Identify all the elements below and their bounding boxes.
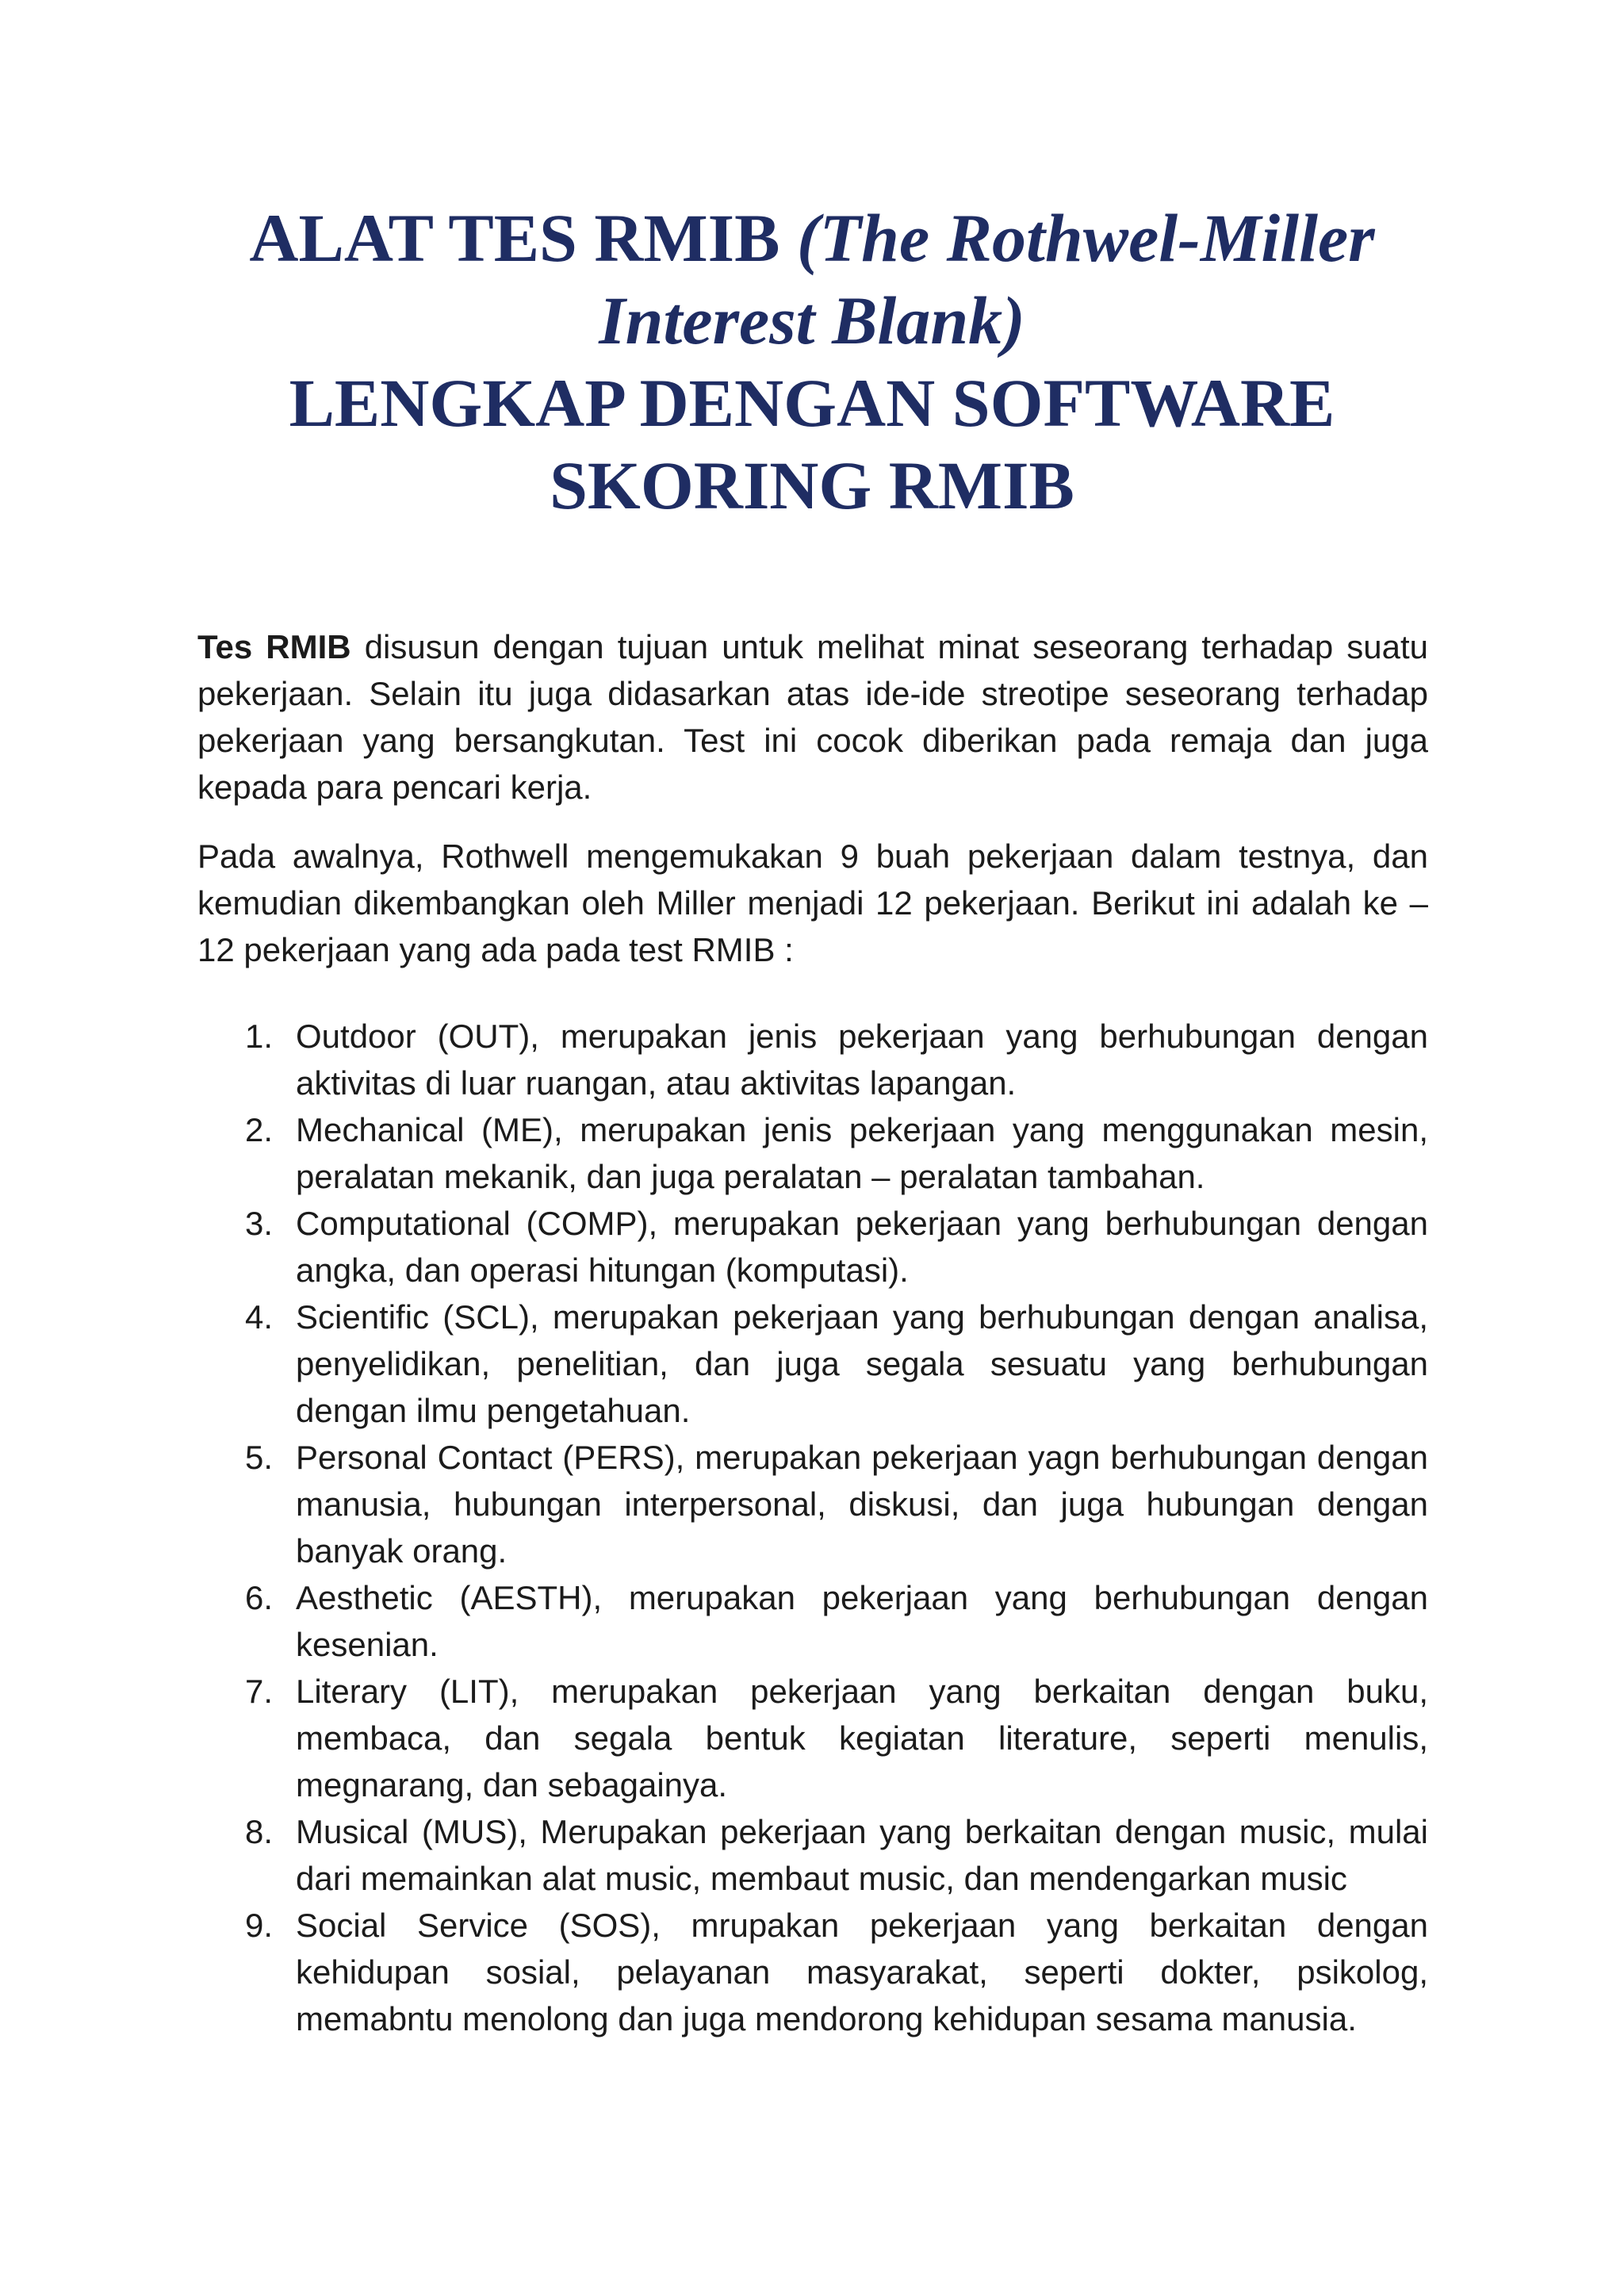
list-item-text: Musical (MUS), Merupakan pekerjaan yang berkaitan dengan music, mulai dari memainkan alat music, membaut music, dan mendengarkan music — [296, 1813, 1428, 1897]
list-item-text: Mechanical (ME), merupakan jenis pekerjaan yang menggunakan mesin, peralatan mekanik, dan juga peralatan – peralatan tambahan. — [296, 1111, 1428, 1195]
list-item — [197, 1106, 1428, 1200]
list-item-text: Outdoor (OUT), merupakan jenis pekerjaan yang berhubungan dengan aktivitas di luar ruangan, atau aktivitas lapangan. — [296, 1018, 1428, 1102]
second-paragraph: Pada awalnya, Rothwell mengemukakan 9 buah pekerjaan dalam testnya, dan kemudian dikembangkan oleh Miller menjadi 12 pekerjaan. Berikut ini adalah ke – 12 pekerjaan yang ada pada test RMIB : — [197, 838, 1428, 968]
title-line-2: Interest Blank) — [599, 282, 1025, 358]
list-item — [197, 1434, 1428, 1574]
list-item-text: Scientific (SCL), merupakan pekerjaan yang berhubungan dengan analisa, penyelidikan, penelitian, dan juga segala sesuatu yang berhubungan dengan ilmu pengetahuan. — [296, 1298, 1428, 1429]
title-plain: ALAT TES RMIB — [249, 200, 797, 276]
job-list — [197, 1013, 1428, 2042]
list-item-number: 4. — [245, 1298, 274, 1336]
list-item-number: 6. — [245, 1579, 274, 1616]
list-item-text: Computational (COMP), merupakan pekerjaan yang berhubungan dengan angka, dan operasi hitungan (komputasi). — [296, 1205, 1428, 1289]
list-item — [197, 1668, 1428, 1808]
list-item-number: 8. — [245, 1813, 274, 1850]
list-item — [197, 1808, 1428, 1902]
title-line-1 — [159, 197, 1465, 279]
list-item-text: Literary (LIT), merupakan pekerjaan yang berkaitan dengan buku, membaca, dan segala bentuk kegiatan literature, seperti menulis, megnarang, dan sebagainya. — [296, 1673, 1428, 1803]
list-item-text: Personal Contact (PERS), merupakan pekerjaan yagn berhubungan dengan manusia, hubungan interpersonal, diskusi, dan juga hubungan dengan banyak orang. — [296, 1439, 1428, 1570]
list-item-number: 9. — [245, 1907, 274, 1944]
list-item — [197, 1013, 1428, 1106]
list-item-text: Social Service (SOS), mrupakan pekerjaan yang berkaitan dengan kehidupan sosial, pelayanan masyarakat, seperti dokter, psikolog, memabntu menolong dan juga mendorong kehidupan sesama manusia. — [296, 1907, 1428, 2037]
title-line-3: LENGKAP DENGAN SOFTWARE — [289, 365, 1335, 441]
intro-text: disusun dengan tujuan untuk melihat minat seseorang terhadap suatu pekerjaan. Selain itu juga didasarkan atas ide-ide streotipe seseorang terhadap pekerjaan yang bersangkutan. Test ini cocok diberikan pada remaja dan juga kepada para pencari kerja. — [197, 628, 1428, 806]
document-body — [197, 623, 1428, 2042]
list-item — [197, 1294, 1428, 1434]
list-item-number: 2. — [245, 1111, 274, 1148]
list-item — [197, 1574, 1428, 1668]
document-title — [159, 197, 1465, 527]
list-item-number: 5. — [245, 1439, 274, 1476]
list-item — [197, 1902, 1428, 2042]
title-line-4: SKORING RMIB — [550, 447, 1074, 523]
list-item-number: 7. — [245, 1673, 274, 1710]
list-item — [197, 1200, 1428, 1294]
list-item-number: 1. — [245, 1018, 274, 1055]
intro-paragraph — [197, 623, 1428, 811]
title-italic: (The Rothwel-Miller — [797, 200, 1375, 276]
list-item-text: Aesthetic (AESTH), merupakan pekerjaan yang berhubungan dengan kesenian. — [296, 1579, 1428, 1663]
intro-bold-lead: Tes RMIB — [197, 628, 351, 665]
list-item-number: 3. — [245, 1205, 274, 1242]
